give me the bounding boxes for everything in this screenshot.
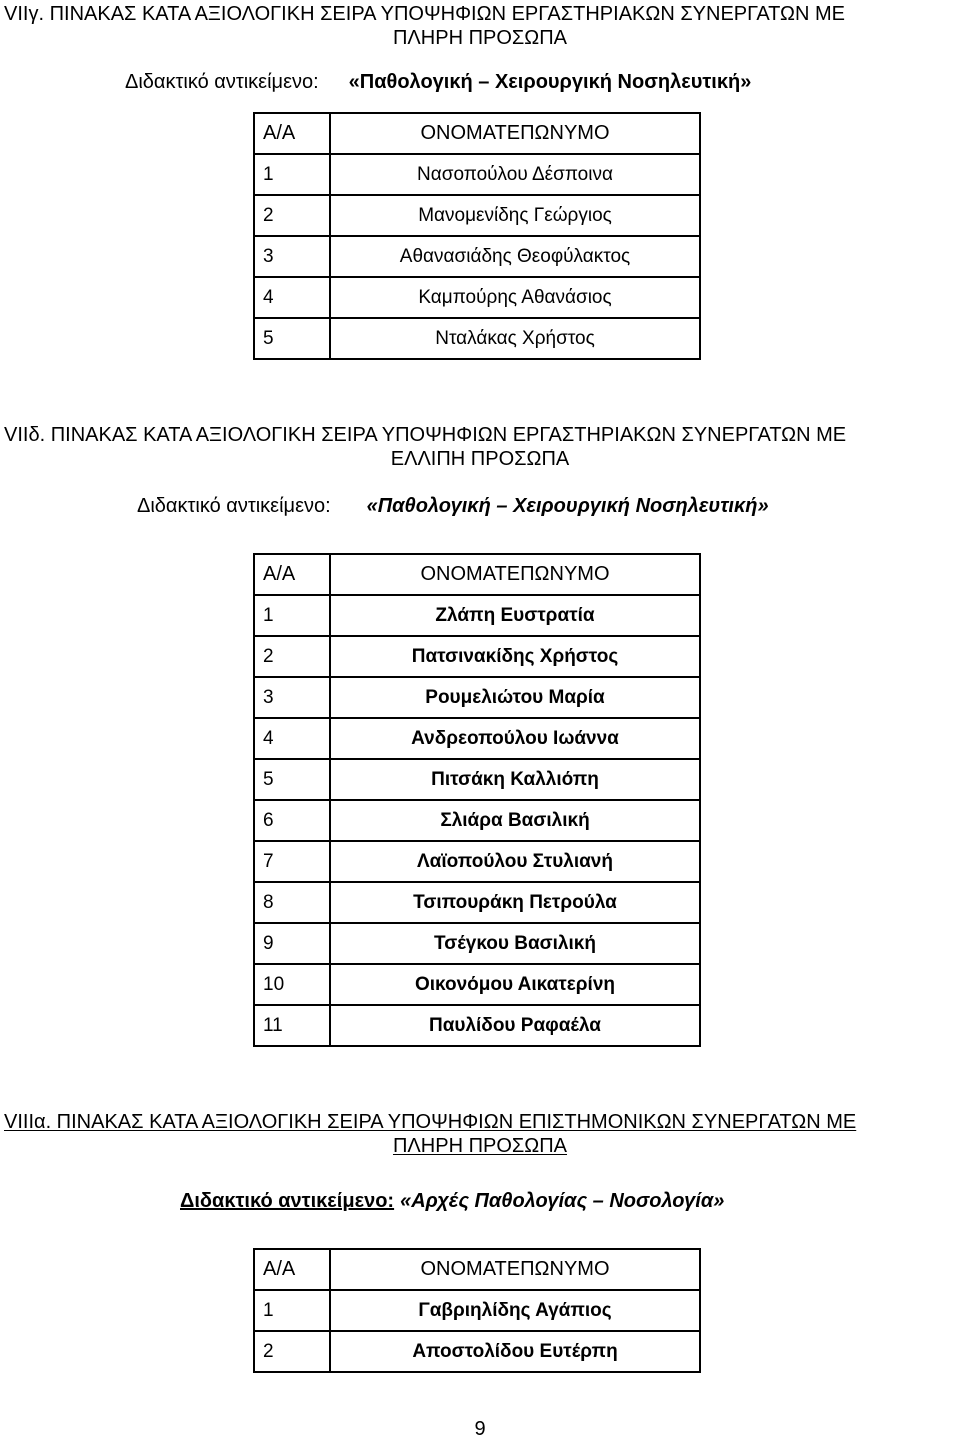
candidate-name: Τσιπουράκη Πετρούλα: [330, 882, 700, 923]
section-title-line1: VIIδ. ΠΙΝΑΚΑΣ ΚΑΤΑ ΑΞΙΟΛΟΓΙΚΗ ΣΕΙΡΑ ΥΠΟΨΗΦΙΩΝ ΕΡΓΑΣΤΗΡΙΑΚΩΝ ΣΥΝΕΡΓΑΤΩΝ ΜΕ: [4, 424, 847, 446]
section-title-line1: VIIγ. ΠΙΝΑΚΑΣ ΚΑΤΑ ΑΞΙΟΛΟΓΙΚΗ ΣΕΙΡΑ ΥΠΟΨΗΦΙΩΝ ΕΡΓΑΣΤΗΡΙΑΚΩΝ ΣΥΝΕΡΓΑΤΩΝ ΜΕ: [4, 3, 845, 25]
table-row: [254, 718, 700, 759]
row-number: 10: [254, 964, 330, 1005]
section-title-viiia: [0, 1110, 960, 1158]
subject-course: «Αρχές Παθολογίας – Νοσολογία»: [400, 1190, 725, 1212]
roster-table: [253, 553, 701, 1047]
row-number: 8: [254, 882, 330, 923]
subject-course: «Παθολογική – Χειρουργική Νοσηλευτική»: [366, 495, 769, 517]
subject-line: [125, 70, 751, 94]
section-title-viid: [0, 423, 960, 471]
candidate-name: Νταλάκας Χρήστος: [330, 318, 700, 359]
header-name: ΟΝΟΜΑΤΕΠΩΝΥΜΟ: [330, 554, 700, 595]
candidate-name: Τσέγκου Βασιλική: [330, 923, 700, 964]
table-header-row: [254, 1249, 700, 1290]
candidate-name: Αποστολίδου Ευτέρπη: [330, 1331, 700, 1372]
page-number: 9: [474, 1418, 486, 1440]
section-title-line2: ΕΛΛΙΠΗ ΠΡΟΣΩΠΑ: [390, 448, 570, 470]
table-row: [254, 595, 700, 636]
table-row: [254, 882, 700, 923]
row-number: 3: [254, 236, 330, 277]
row-number: 9: [254, 923, 330, 964]
table-row: [254, 195, 700, 236]
table-row: [254, 964, 700, 1005]
row-number: 1: [254, 595, 330, 636]
row-number: 5: [254, 318, 330, 359]
candidate-name: Παυλίδου Ραφαέλα: [330, 1005, 700, 1046]
candidate-name: Καμπούρης Αθανάσιος: [330, 277, 700, 318]
roster-table: [253, 112, 701, 360]
subject-course: «Παθολογική – Χειρουργική Νοσηλευτική»: [348, 71, 752, 93]
candidate-name: Οικονόμου Αικατερίνη: [330, 964, 700, 1005]
table-row: [254, 677, 700, 718]
subject-line: [137, 494, 769, 518]
section-title-line1: VIIIα. ΠΙΝΑΚΑΣ ΚΑΤΑ ΑΞΙΟΛΟΓΙΚΗ ΣΕΙΡΑ ΥΠΟΨΗΦΙΩΝ ΕΠΙΣΤΗΜΟΝΙΚΩΝ ΣΥΝΕΡΓΑΤΩΝ ΜΕ: [4, 1111, 857, 1133]
row-number: 4: [254, 277, 330, 318]
table-row: [254, 1005, 700, 1046]
table-row: [254, 636, 700, 677]
section-title-line2: ΠΛΗΡΗ ΠΡΟΣΩΠΑ: [392, 1135, 568, 1157]
candidate-name: Πιτσάκη Καλλιόπη: [330, 759, 700, 800]
row-number: 2: [254, 636, 330, 677]
section-title-viig: [0, 2, 960, 50]
table-row: [254, 154, 700, 195]
header-aa: Α/Α: [254, 113, 330, 154]
row-number: 7: [254, 841, 330, 882]
candidate-name: Πατσινακίδης Χρήστος: [330, 636, 700, 677]
subject-line: [180, 1189, 724, 1213]
subject-label: Διδακτικό αντικείμενο:: [180, 1190, 395, 1212]
candidate-name: Λαϊοπούλου Στυλιανή: [330, 841, 700, 882]
table-row: [254, 318, 700, 359]
header-aa: Α/Α: [254, 554, 330, 595]
row-number: 1: [254, 154, 330, 195]
header-aa: Α/Α: [254, 1249, 330, 1290]
subject-label: Διδακτικό αντικείμενο:: [125, 71, 319, 93]
header-name: ΟΝΟΜΑΤΕΠΩΝΥΜΟ: [330, 113, 700, 154]
table-row: [254, 1331, 700, 1372]
row-number: 2: [254, 1331, 330, 1372]
table-row: [254, 841, 700, 882]
candidate-name: Νασοπούλου Δέσποινα: [330, 154, 700, 195]
table-row: [254, 1290, 700, 1331]
row-number: 4: [254, 718, 330, 759]
subject-label: Διδακτικό αντικείμενο:: [137, 495, 331, 517]
row-number: 6: [254, 800, 330, 841]
candidate-name: Ζλάπη Ευστρατία: [330, 595, 700, 636]
table-row: [254, 800, 700, 841]
header-name: ΟΝΟΜΑΤΕΠΩΝΥΜΟ: [330, 1249, 700, 1290]
row-number: 5: [254, 759, 330, 800]
candidate-name: Ρουμελιώτου Μαρία: [330, 677, 700, 718]
row-number: 2: [254, 195, 330, 236]
candidate-name: Ανδρεοπούλου Ιωάννα: [330, 718, 700, 759]
table-header-row: [254, 113, 700, 154]
section-title-line2: ΠΛΗΡΗ ΠΡΟΣΩΠΑ: [392, 27, 568, 49]
row-number: 1: [254, 1290, 330, 1331]
candidate-name: Γαβριηλίδης Αγάπιος: [330, 1290, 700, 1331]
roster-table: [253, 1248, 701, 1373]
table-row: [254, 277, 700, 318]
table-row: [254, 923, 700, 964]
table-row: [254, 759, 700, 800]
table-row: [254, 236, 700, 277]
row-number: 3: [254, 677, 330, 718]
row-number: 11: [254, 1005, 330, 1046]
candidate-name: Αθανασιάδης Θεοφύλακτος: [330, 236, 700, 277]
candidate-name: Σλιάρα Βασιλική: [330, 800, 700, 841]
table-header-row: [254, 554, 700, 595]
candidate-name: Μανομενίδης Γεώργιος: [330, 195, 700, 236]
